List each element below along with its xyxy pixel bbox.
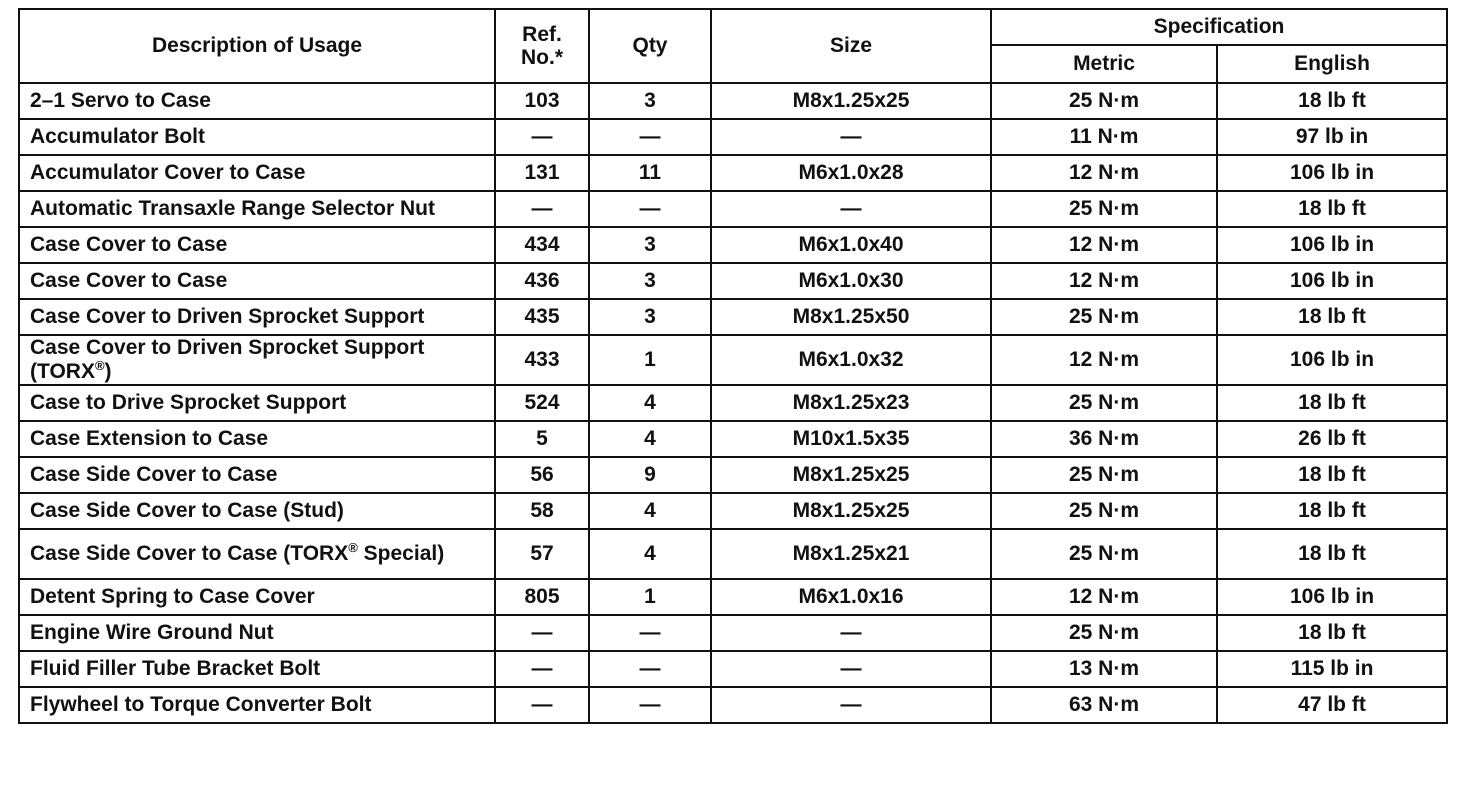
cell-qty: 4 bbox=[589, 385, 711, 421]
table-row bbox=[19, 493, 1447, 529]
cell-description: Accumulator Bolt bbox=[19, 119, 495, 155]
header-metric: Metric bbox=[991, 45, 1217, 83]
cell-size: — bbox=[711, 651, 991, 687]
cell-ref-no: — bbox=[495, 615, 589, 651]
cell-size: M8x1.25x23 bbox=[711, 385, 991, 421]
cell-description: Case Extension to Case bbox=[19, 421, 495, 457]
cell-english: 106 lb in bbox=[1217, 335, 1447, 385]
cell-metric: 63 N·m bbox=[991, 687, 1217, 723]
table-header bbox=[19, 9, 1447, 83]
table-row bbox=[19, 119, 1447, 155]
table-body bbox=[19, 83, 1447, 723]
cell-size: M6x1.0x32 bbox=[711, 335, 991, 385]
cell-metric: 25 N·m bbox=[991, 457, 1217, 493]
header-english: English bbox=[1217, 45, 1447, 83]
cell-qty: 4 bbox=[589, 529, 711, 579]
cell-ref-no: — bbox=[495, 119, 589, 155]
cell-size: M8x1.25x21 bbox=[711, 529, 991, 579]
cell-metric: 25 N·m bbox=[991, 299, 1217, 335]
table-row bbox=[19, 615, 1447, 651]
cell-english: 18 lb ft bbox=[1217, 191, 1447, 227]
table-row bbox=[19, 651, 1447, 687]
cell-english: 106 lb in bbox=[1217, 155, 1447, 191]
table-row bbox=[19, 529, 1447, 579]
cell-english: 18 lb ft bbox=[1217, 385, 1447, 421]
header-description: Description of Usage bbox=[19, 9, 495, 83]
cell-ref-no: 131 bbox=[495, 155, 589, 191]
cell-qty: — bbox=[589, 651, 711, 687]
cell-ref-no: — bbox=[495, 651, 589, 687]
cell-size: M6x1.0x40 bbox=[711, 227, 991, 263]
cell-ref-no: — bbox=[495, 687, 589, 723]
cell-qty: 1 bbox=[589, 579, 711, 615]
table-row bbox=[19, 191, 1447, 227]
cell-english: 26 lb ft bbox=[1217, 421, 1447, 457]
header-ref-no bbox=[495, 9, 589, 83]
cell-metric: 12 N·m bbox=[991, 335, 1217, 385]
cell-qty: 4 bbox=[589, 421, 711, 457]
table-row bbox=[19, 421, 1447, 457]
cell-english: 18 lb ft bbox=[1217, 615, 1447, 651]
table-row bbox=[19, 299, 1447, 335]
cell-ref-no: 436 bbox=[495, 263, 589, 299]
cell-description: Case Cover to Case bbox=[19, 263, 495, 299]
cell-qty: 1 bbox=[589, 335, 711, 385]
cell-ref-no: 434 bbox=[495, 227, 589, 263]
cell-metric: 13 N·m bbox=[991, 651, 1217, 687]
cell-description: Case Side Cover to Case (TORX® Special) bbox=[19, 529, 495, 579]
cell-metric: 12 N·m bbox=[991, 227, 1217, 263]
cell-size: — bbox=[711, 119, 991, 155]
table-row bbox=[19, 579, 1447, 615]
table-row bbox=[19, 263, 1447, 299]
header-ref-no-text: Ref. No.* bbox=[521, 22, 563, 69]
cell-size: M10x1.5x35 bbox=[711, 421, 991, 457]
cell-size: — bbox=[711, 687, 991, 723]
cell-metric: 25 N·m bbox=[991, 385, 1217, 421]
cell-ref-no: 433 bbox=[495, 335, 589, 385]
cell-description: Detent Spring to Case Cover bbox=[19, 579, 495, 615]
cell-english: 47 lb ft bbox=[1217, 687, 1447, 723]
cell-description: Engine Wire Ground Nut bbox=[19, 615, 495, 651]
cell-metric: 25 N·m bbox=[991, 83, 1217, 119]
table-row bbox=[19, 83, 1447, 119]
cell-description: Fluid Filler Tube Bracket Bolt bbox=[19, 651, 495, 687]
table-row bbox=[19, 335, 1447, 385]
table-row bbox=[19, 385, 1447, 421]
cell-english: 106 lb in bbox=[1217, 227, 1447, 263]
cell-ref-no: 524 bbox=[495, 385, 589, 421]
header-qty: Qty bbox=[589, 9, 711, 83]
cell-description: Case Side Cover to Case (Stud) bbox=[19, 493, 495, 529]
cell-size: — bbox=[711, 615, 991, 651]
cell-description: Case Cover to Case bbox=[19, 227, 495, 263]
cell-qty: — bbox=[589, 191, 711, 227]
cell-english: 115 lb in bbox=[1217, 651, 1447, 687]
cell-metric: 25 N·m bbox=[991, 191, 1217, 227]
cell-ref-no: 805 bbox=[495, 579, 589, 615]
cell-english: 18 lb ft bbox=[1217, 83, 1447, 119]
table-row bbox=[19, 687, 1447, 723]
cell-ref-no: 58 bbox=[495, 493, 589, 529]
cell-metric: 25 N·m bbox=[991, 529, 1217, 579]
cell-description: Case Side Cover to Case bbox=[19, 457, 495, 493]
cell-size: M6x1.0x30 bbox=[711, 263, 991, 299]
cell-qty: 4 bbox=[589, 493, 711, 529]
cell-description: Case Cover to Driven Sprocket Support (TORX®) bbox=[19, 335, 495, 385]
cell-metric: 36 N·m bbox=[991, 421, 1217, 457]
cell-size: M6x1.0x16 bbox=[711, 579, 991, 615]
cell-ref-no: 5 bbox=[495, 421, 589, 457]
cell-qty: 3 bbox=[589, 299, 711, 335]
cell-description: Accumulator Cover to Case bbox=[19, 155, 495, 191]
cell-size: M8x1.25x25 bbox=[711, 493, 991, 529]
cell-qty: 11 bbox=[589, 155, 711, 191]
cell-size: — bbox=[711, 191, 991, 227]
registered-mark: ® bbox=[348, 540, 358, 555]
cell-qty: — bbox=[589, 615, 711, 651]
cell-ref-no: 57 bbox=[495, 529, 589, 579]
torque-specifications-table bbox=[18, 8, 1448, 724]
cell-english: 106 lb in bbox=[1217, 263, 1447, 299]
header-size: Size bbox=[711, 9, 991, 83]
cell-metric: 25 N·m bbox=[991, 615, 1217, 651]
table-row bbox=[19, 457, 1447, 493]
cell-size: M6x1.0x28 bbox=[711, 155, 991, 191]
cell-qty: 9 bbox=[589, 457, 711, 493]
cell-description: Automatic Transaxle Range Selector Nut bbox=[19, 191, 495, 227]
cell-size: M8x1.25x25 bbox=[711, 83, 991, 119]
cell-size: M8x1.25x25 bbox=[711, 457, 991, 493]
cell-metric: 25 N·m bbox=[991, 493, 1217, 529]
cell-description: Case to Drive Sprocket Support bbox=[19, 385, 495, 421]
cell-qty: — bbox=[589, 687, 711, 723]
cell-ref-no: 103 bbox=[495, 83, 589, 119]
cell-qty: 3 bbox=[589, 263, 711, 299]
registered-mark: ® bbox=[94, 358, 105, 373]
cell-english: 18 lb ft bbox=[1217, 493, 1447, 529]
cell-english: 106 lb in bbox=[1217, 579, 1447, 615]
cell-english: 97 lb in bbox=[1217, 119, 1447, 155]
table-row bbox=[19, 227, 1447, 263]
header-specification: Specification bbox=[991, 9, 1447, 45]
cell-metric: 11 N·m bbox=[991, 119, 1217, 155]
cell-ref-no: — bbox=[495, 191, 589, 227]
cell-metric: 12 N·m bbox=[991, 579, 1217, 615]
cell-qty: 3 bbox=[589, 227, 711, 263]
cell-ref-no: 435 bbox=[495, 299, 589, 335]
cell-english: 18 lb ft bbox=[1217, 529, 1447, 579]
header-row-top bbox=[19, 9, 1447, 45]
cell-description: Case Cover to Driven Sprocket Support bbox=[19, 299, 495, 335]
cell-metric: 12 N·m bbox=[991, 263, 1217, 299]
cell-english: 18 lb ft bbox=[1217, 299, 1447, 335]
cell-metric: 12 N·m bbox=[991, 155, 1217, 191]
cell-description: Flywheel to Torque Converter Bolt bbox=[19, 687, 495, 723]
cell-ref-no: 56 bbox=[495, 457, 589, 493]
cell-description: 2–1 Servo to Case bbox=[19, 83, 495, 119]
cell-english: 18 lb ft bbox=[1217, 457, 1447, 493]
torque-spec-table-container bbox=[18, 8, 1448, 724]
cell-qty: — bbox=[589, 119, 711, 155]
cell-qty: 3 bbox=[589, 83, 711, 119]
table-row bbox=[19, 155, 1447, 191]
cell-size: M8x1.25x50 bbox=[711, 299, 991, 335]
